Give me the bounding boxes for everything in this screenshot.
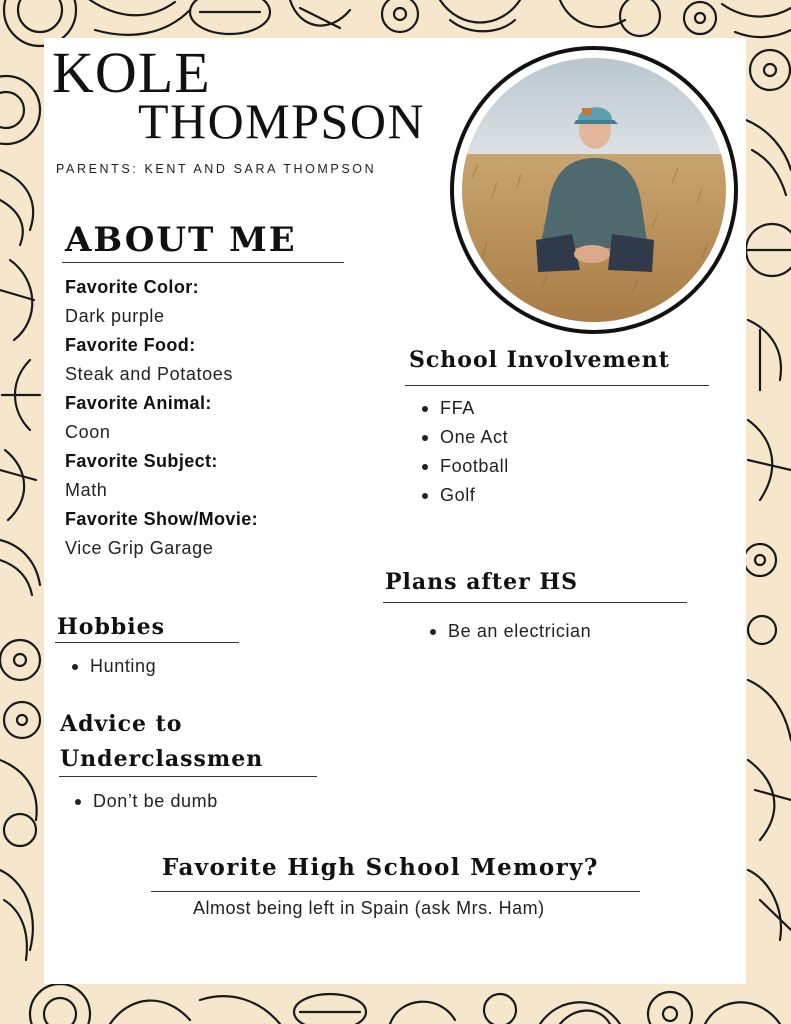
parents-line: PARENTS: KENT AND SARA THOMPSON [56,162,377,176]
favorite-subject-label: Favorite Subject: [65,451,218,471]
favorite-food-value: Steak and Potatoes [65,364,233,384]
advice-heading-line2: Underclassmen [60,746,264,772]
list-item: Football [418,452,509,481]
list-item: Hunting [68,652,156,681]
plans-list [426,617,591,646]
profile-card [44,38,746,984]
hobbies-heading: Hobbies [57,614,165,640]
first-name: KOLE [52,40,211,105]
memory-rule [151,891,640,892]
portrait-photo [462,58,726,322]
about-me-rule [62,262,344,263]
advice-list [71,787,218,816]
about-me-heading: ABOUT ME [65,220,297,260]
favorites-list [65,273,258,563]
plans-heading: Plans after HS [385,569,578,595]
hobbies-list [68,652,156,681]
favorite-color-value: Dark purple [65,306,165,326]
school-involvement-rule [405,385,709,386]
favorite-color-label: Favorite Color: [65,277,200,297]
favorite-subject-value: Math [65,480,108,500]
list-item: Golf [418,481,509,510]
plans-rule [383,602,687,603]
favorite-food-label: Favorite Food: [65,335,196,355]
school-involvement-heading: School Involvement [409,347,670,373]
last-name: THOMPSON [138,93,426,149]
portrait-frame [450,46,738,334]
memory-heading: Favorite High School Memory? [162,854,599,881]
hobbies-rule [55,642,239,643]
list-item: Be an electrician [426,617,591,646]
favorite-show-value: Vice Grip Garage [65,538,214,558]
favorite-show-label: Favorite Show/Movie: [65,509,259,529]
list-item: Don’t be dumb [71,787,218,816]
advice-rule [59,776,317,777]
advice-heading-line1: Advice to [60,711,183,737]
list-item: FFA [418,394,509,423]
memory-answer: Almost being left in Spain (ask Mrs. Ham) [193,898,545,918]
favorite-animal-value: Coon [65,422,111,442]
favorite-animal-label: Favorite Animal: [65,393,212,413]
school-involvement-list [418,394,509,510]
list-item: One Act [418,423,509,452]
